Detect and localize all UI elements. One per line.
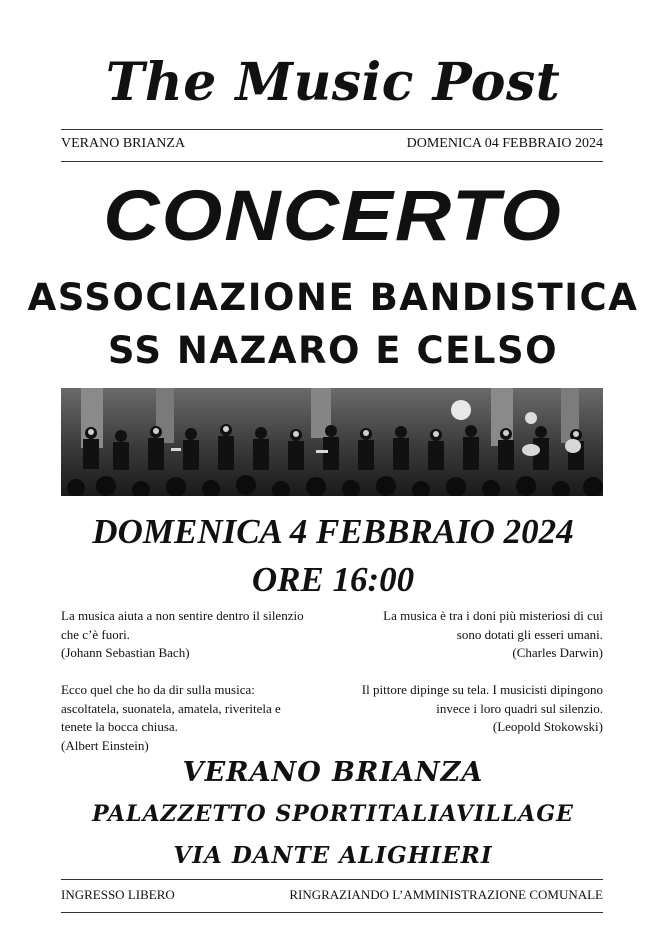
organization-line-1: ASSOCIAZIONE BANDISTICA: [27, 276, 639, 319]
divider: [61, 129, 603, 130]
dateline-place: VERANO BRIANZA: [61, 136, 186, 151]
quote-line: La musica aiuta a non sentire dentro il silenzio: [61, 608, 304, 623]
footer: [61, 887, 603, 903]
footer-entry-note: INGRESSO LIBERO: [61, 887, 175, 902]
divider: [61, 161, 603, 162]
organization-line-2: SS NAZARO E CELSO: [107, 329, 559, 372]
quote-line: ascoltatela, suonatela, amatela, riveritela e: [61, 700, 281, 716]
quote-line: sono dotati gli esseri umani.: [456, 626, 603, 642]
dateline: [61, 136, 603, 152]
quote-line: Il pittore dipinge su tela. I musicisti dipingono: [361, 682, 603, 697]
footer-thanks: RINGRAZIANDO L’AMMINISTRAZIONE COMUNALE: [289, 887, 603, 902]
event-time: ORE 16:00: [251, 560, 415, 599]
quote-line: La musica è tra i doni più misteriosi di cui: [383, 608, 603, 623]
quote-author: (Johann Sebastian Bach): [61, 645, 190, 660]
quote-einstein: [61, 681, 331, 755]
quote-line: che c’è fuori.: [61, 626, 130, 642]
quote-line: invece i loro quadri sul silenzio.: [436, 700, 603, 716]
quote-bach: [61, 607, 341, 663]
quote-darwin: [330, 607, 603, 663]
masthead-title: The Music Post: [105, 52, 561, 113]
divider: [61, 879, 603, 880]
venue-city: VERANO BRIANZA: [182, 757, 484, 788]
quote-line: Ecco quel che ho da dir sulla musica:: [61, 682, 255, 697]
dateline-date: DOMENICA 04 FEBBRAIO 2024: [406, 136, 603, 151]
venue-street: VIA DANTE ALIGHIERI: [173, 842, 493, 869]
band-photo: [61, 388, 603, 496]
quote-author: (Charles Darwin): [512, 645, 603, 660]
event-date: DOMENICA 4 FEBBRAIO 2024: [92, 512, 574, 551]
divider: [61, 912, 603, 913]
quote-stokowski: [318, 681, 603, 737]
quote-author: (Albert Einstein): [61, 737, 149, 753]
headline: CONCERTO: [103, 174, 563, 256]
quote-author: (Leopold Stokowski): [492, 719, 603, 734]
quote-line: tenete la bocca chiusa.: [61, 719, 178, 734]
venue-place: PALAZZETTO SPORTITALIAVILLAGE: [92, 801, 574, 827]
